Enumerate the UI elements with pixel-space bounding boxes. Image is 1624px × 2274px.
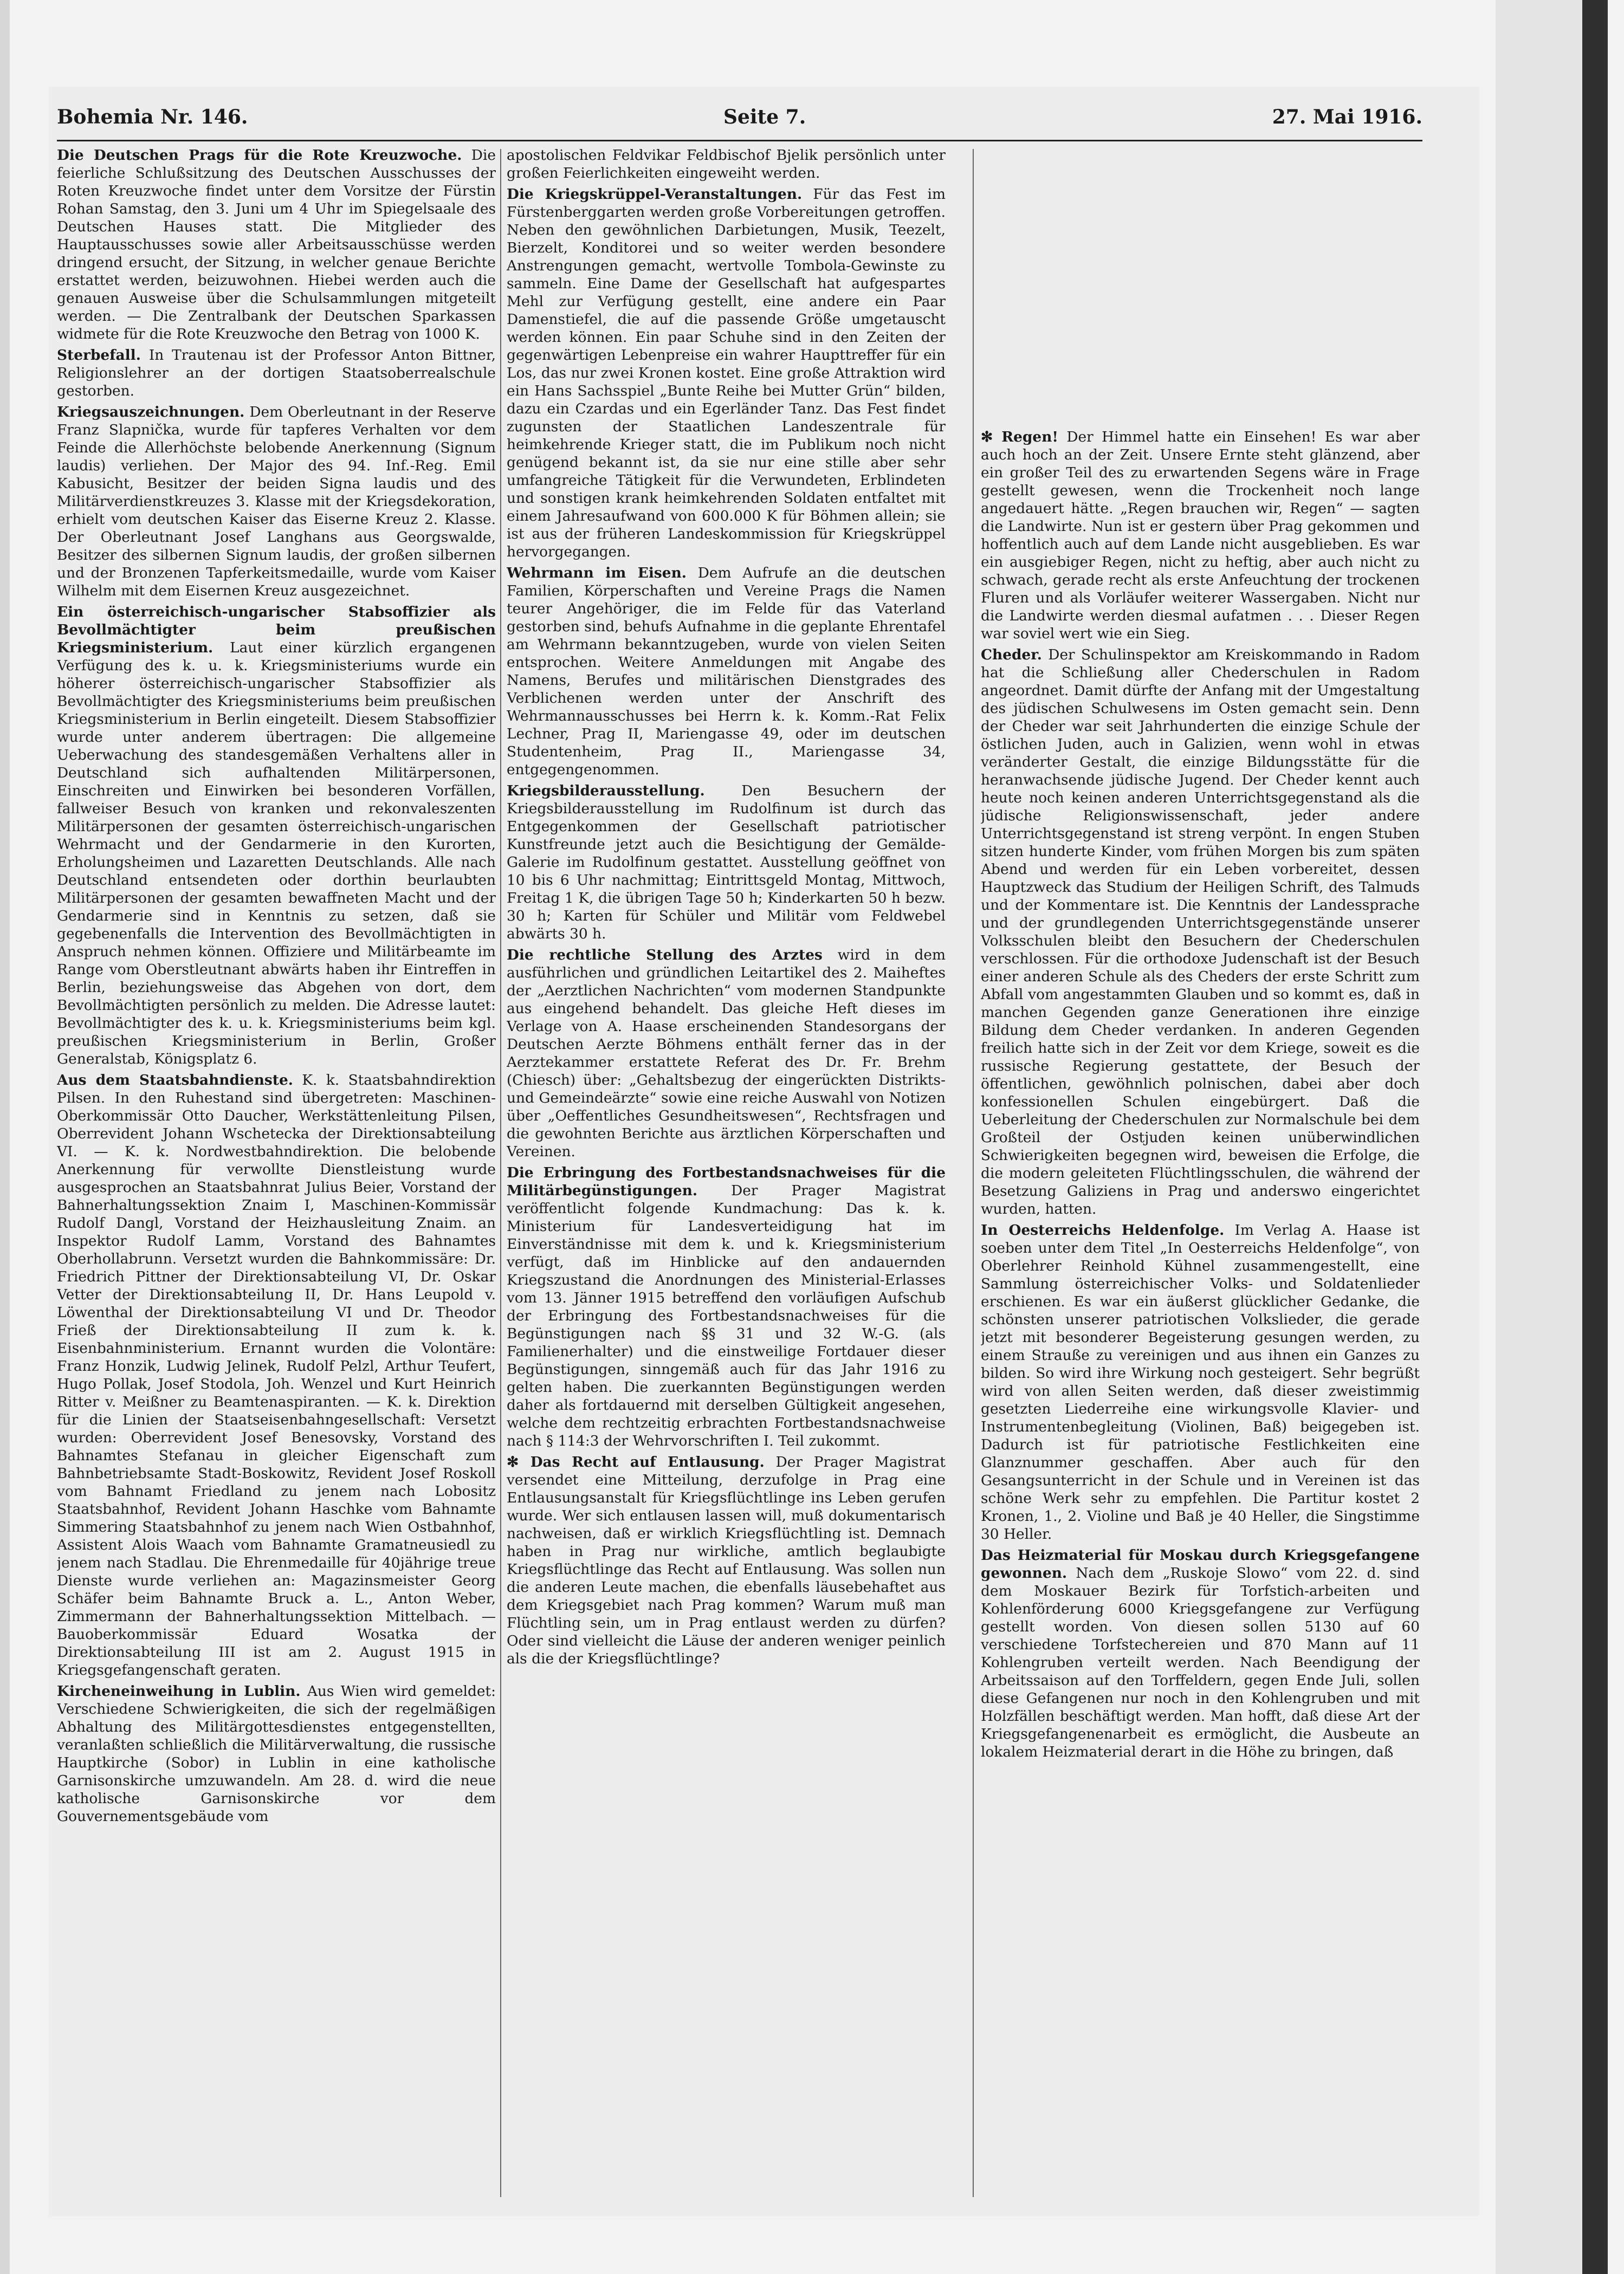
article xyxy=(507,1453,946,1668)
article-headline: ✻ Regen! xyxy=(981,429,1058,445)
article-headline: Kriegsauszeichnungen. xyxy=(57,404,245,420)
article-headline: Das Heizmaterial für Moskau durch Kriegsgefangene gewonnen. xyxy=(981,1547,1420,1582)
article-headline: Aus dem Staatsbahndienste. xyxy=(57,1072,293,1089)
article-text: Aus Wien wird gemeldet: Verschiedene Schwierigkeiten, die sich der regelmäßigen Abhaltung des Militärgottesdienstes entgegenstellten, veranlaßten schließlich die Militärverwaltung, die russische Hauptkirche (Sobor) in Lublin in eine katholische Garnisonskirche umzuwandeln. Am 28. d. wird die neue katholische Garnisonskirche vor dem Gouvernementsgebäude vom xyxy=(57,1683,496,1825)
article xyxy=(507,1164,946,1450)
article xyxy=(57,1682,496,1825)
article xyxy=(507,946,946,1161)
article-text: Dem Oberleutnant in der Reserve Franz Slapnička, wurde für tapferes Verhalten vor dem Feinde die Allerhöchste belobende Anerkennung (Signum laudis) verliehen. Der Major des 94. Inf.-Reg. Emil Kabusicht, Besitzer der beiden Signa laudis und des Militärverdienstkreuzes 3. Klasse mit der Kriegsdekoration, erhielt vom deutschen Kaiser das Eiserne Kreuz 2. Klasse. Der Oberleutnant Josef Langhans aus Georgswalde, Besitzer des silbernen Signum laudis, der großen silbernen und der Bronzenen Tapferkeitsmedaille, wurde vom Kaiser Wilhelm mit dem Eisernen Kreuz ausgezeichnet. xyxy=(57,404,496,599)
scan-edge-right xyxy=(1582,0,1608,2274)
article xyxy=(507,185,946,561)
header-date: 27. Mai 1916. xyxy=(1272,106,1422,128)
article-headline: Cheder. xyxy=(981,646,1042,663)
article-headline: Die rechtliche Stellung des Arztes xyxy=(507,947,823,963)
column-3 xyxy=(981,428,1420,2205)
column-separator xyxy=(973,149,974,2197)
column-1 xyxy=(57,146,496,2200)
article xyxy=(57,603,496,1068)
article-text: Laut einer kürzlich ergangenen Verfügung des k. u. k. Kriegsministeriums wurde ein höherer österreichisch-ungarischer Stabsoffizier als Bevollmächtigter des Kriegsministeriums beim preußischen Kriegsministerium in Berlin eingeteilt. Diesem Stabsoffizier wurde unter anderem übertragen: Die allgemeine Ueberwachung des standesgemäßen Verhaltens aller in Deutschland sich aufhaltenden Militärpersonen, Einschreiten und Einwirken bei besonderen Vorfällen, fallweiser Besuch von kranken und rekonvaleszenten Militärpersonen der gesamten österreichisch-ungarischen Wehrmacht und der Gendarmerie in den Kurorten, Erholungsheimen und Lazaretten Deutschlands. Alle nach Deutschland entsendeten oder dorthin beurlaubten Militärpersonen der gesamten bewaffneten Macht und der Gendarmerie sind in Kenntnis zu setzen, daß sie gegebenenfalls die Intervention des Bevollmächtigten in Anspruch nehmen können. Offiziere und Militärbeamte im Range vom Oberstleutnant abwärts haben ihr Eintreffen in Berlin, beziehungsweise das Abgehen von dort, dem Bevollmächtigten persönlich zu melden. Die Adresse lautet: Bevollmächtigter des k. u. k. Kriegsministeriums beim kgl. preußischen Kriegsministerium in Berlin, Großer Generalstab, Königsplatz 6. xyxy=(57,639,496,1067)
article-headline: In Oesterreichs Heldenfolge. xyxy=(981,1222,1225,1239)
article-text: Für das Fest im Fürstenberggarten werden große Vorbereitungen getroffen. Neben den gewöhnlichen Darbietungen, Musik, Teezelt, Bierzelt, Konditorei und so weiter werden besondere Anstrengungen gemacht, wertvolle Tombola-Gewinste zu sammeln. Eine Dame der Gesellschaft hat aufgespartes Mehl zur Verfügung gestellt, eine andere ein Paar Damenstiefel, die auf die passende Größe umgetauscht werden können. Ein paar Schuhe sind in den Zeiten der gegenwärtigen Lebenpreise ein wahrer Haupttreffer für ein Los, das nur zwei Kronen kostet. Eine große Attraktion wird ein Hans Sachsspiel „Bunte Reihe bei Mutter Grün“ bilden, dazu ein Czardas und ein Egerländer Tanz. Das Fest findet zugunsten der Staatlichen Landeszentrale für heimkehrende Krieger statt, die im Publikum noch nicht genügend bekannt ist, da sie nur eine stille aber sehr umfangreiche Tätigkeit für die Verwundeten, Erblindeten und sonstigen krank heimkehrenden Soldaten entfaltet mit einem Jahresaufwand von 600.000 K für Böhmen allein; sie ist aus der früheren Landeskommission für Kriegskrüppel hervorgegangen. xyxy=(507,186,946,560)
article-headline: Sterbefall. xyxy=(57,347,141,364)
article-headline: Wehrmann im Eisen. xyxy=(507,565,687,581)
article xyxy=(507,564,946,779)
article xyxy=(507,146,946,182)
article-text: apostolischen Feldvikar Feldbischof Bjelik persönlich unter großen Feierlichkeiten eingeweiht werden. xyxy=(507,147,946,182)
article xyxy=(57,1071,496,1679)
article-headline: Ein österreichisch-ungarischer Stabsoffizier als Bevollmächtigter beim preußischen Kriegsministerium. xyxy=(57,604,496,656)
article-text: Der Himmel hatte ein Einsehen! Es war aber auch hoch an der Zeit. Unsere Ernte steht glänzend, aber ein großer Teil des zu erwartenden Segens wäre in Frage gestellt gewesen, wenn die Trockenheit noch lange angedauert hätte. „Regen brauchen wir, Regen“ — sagten die Landwirte. Nun ist er gestern über Prag gekommen und hoffentlich auch auf dem Lande nicht ausgeblieben. Es war ein ausgiebiger Regen, nicht zu heftig, aber auch nicht zu schwach, gerade recht als erste Anfeuchtung der trockenen Fluren und als Vorläufer weiterer Wassergaben. Nicht nur die Landwirte werden diesmal aufatmen . . . Dieser Regen war soviel wert wie ein Sieg. xyxy=(981,429,1420,642)
article xyxy=(57,146,496,343)
article-text: Der Prager Magistrat versendet eine Mitteilung, derzufolge in Prag eine Entlausungsanstalt für Kriegsflüchtlinge ins Leben gerufen wurde. Wer sich entlausen lassen will, muß dokumentarisch nachweisen, daß er wirklich Kriegsflüchtling ist. Demnach haben in Prag nur wirkliche, amtlich beglaubigte Kriegsflüchtlinge das Recht auf Entlausung. Was sollen nun die anderen Leute machen, die ebenfalls läusebehaftet aus dem Kriegsgebiet nach Prag kommen? Warum muß man Flüchtling sein, um in Prag entlaust werden zu dürfen? Oder sind vielleicht die Läuse der anderen weniger peinlich als die der Kriegsflüchtlinge? xyxy=(507,1454,946,1667)
scan-edge-left xyxy=(0,0,10,2274)
article xyxy=(981,1546,1420,1761)
page-header xyxy=(57,106,1422,138)
header-issue: Bohemia Nr. 146. xyxy=(57,106,248,128)
article-headline: Die Deutschen Prags für die Rote Kreuzwoche. xyxy=(57,147,462,164)
article-headline: Die Erbringung des Fortbestandsnachweises für die Militärbegünstigungen. xyxy=(507,1164,946,1199)
header-page-number: Seite 7. xyxy=(723,106,806,128)
article xyxy=(981,646,1420,1218)
article xyxy=(57,346,496,400)
column-2 xyxy=(507,146,946,2200)
article-text: Im Verlag A. Haase ist soeben unter dem Titel „In Oesterreichs Heldenfolge“, von Oberlehrer Reinhold Kühnel zusammengestellt, eine Sammlung österreichischer Volks- und Soldatenlieder erschienen. Es war ein äußerst glücklicher Gedanke, die schönsten unserer patriotischen Volkslieder, die gerade jetzt mit besonderer Begeisterung gesungen werden, zu einem Strauße zu vereinigen und aus ihnen ein Ganzes zu bilden. So wird ihre Wirkung noch gesteigert. Sehr begrüßt wird von allen Seiten werden, daß dieser zweistimmig gesetzten Liederreihe eine wirkungsvolle Klavier- und Instrumentenbegleitung (Violinen, Baß) beigegeben ist. Dadurch ist für patriotische Festlichkeiten eine Glanznummer geschaffen. Aber auch für den Gesangsunterricht in der Schule und in Vereinen ist das schöne Werk sehr zu empfehlen. Die Partitur kostet 2 Kronen, 1., 2. Violine und Baß je 40 Heller, die Singstimme 30 Heller. xyxy=(981,1222,1420,1543)
header-rule xyxy=(57,140,1422,141)
article-text: Die feierliche Schlußsitzung des Deutschen Ausschusses der Roten Kreuzwoche findet unter dem Vorsitze der Fürstin Rohan Samstag, den 3. Juni um 4 Uhr im Spiegelsaale des Deutschen Hauses statt. Die Mitglieder des Hauptausschusses sowie aller Arbeitsausschüsse werden dringend ersucht, der Sitzung, in welcher genaue Berichte erstattet werden, beizuwohnen. Hiebei werden auch die genauen Ausweise über die Schulsammlungen mitgeteilt werden. — Die Zentralbank der Deutschen Sparkassen widmete für die Rote Kreuzwoche den Betrag von 1000 K. xyxy=(57,147,496,342)
article xyxy=(981,428,1420,643)
article xyxy=(57,403,496,600)
article-text: Der Schulinspektor am Kreiskommando in Radom hat die Schließung aller Chederschulen in Radom angeordnet. Damit dürfte der Anfang mit der Umgestaltung des jüdischen Schulwesens im Osten gemacht sein. Denn der Cheder war seit Jahrhunderten die einzige Schule der östlichen Juden, auch in Galizien, wenn wohl in etwas veränderter Gestalt, die einzige Bildungsstätte für die heranwachsende jüdische Jugend. Der Cheder kennt auch heute noch keinen anderen Unterrichtsgegenstand als die jüdische Religionswissenschaft, jeder andere Unterrichtsgegenstand ist streng verpönt. In engen Stuben sitzen hunderte Kinder, vom frühen Morgen bis zum späten Abend und werden für ein Leben vorbereitet, dessen Hauptzweck das Studium der Heiligen Schrift, des Talmuds und der Kommentare ist. Die Kenntnis der Landessprache und der grundlegenden Unterrichtsgegenstände unserer Volksschulen bleibt den Besuchern der Chederschulen verschlossen. Für die orthodoxe Judenschaft ist der Besuch einer anderen Schule als des Cheders der erste Schritt zum Abfall vom angestammten Glauben und so kommt es, daß in manchen Gegenden ganze Generationen ihre einzige Bildung dem Cheder verdanken. In anderen Gegenden freilich hatte sich in der Zeit vor dem Kriege, soweit es die russische Regierung gestattete, der Besuch der öffentlichen, gewöhnlich polnischen, dabei aber doch konfessionellen Schulen eingebürgert. Daß die Ueberleitung der Chederschulen zur Normalschule bei dem Großteil der Ostjuden keinen unüberwindlichen Schwierigkeiten begegnen wird, beweisen die Erfolge, die die modern geleiteten Flüchtlingsschulen, die während der Besetzung Galiziens in Prag und anderswo eingerichtet wurden, hatten. xyxy=(981,646,1420,1217)
article-text: K. k. Staatsbahndirektion Pilsen. In den Ruhestand sind übergetreten: Maschinen-Oberkommissär Otto Daucher, Werkstättenleitung Pilsen, Oberrevident Johann Wschetecka der Direktionsabteilung VI. — K. k. Nordwestbahndirektion. Die belobende Anerkennung für verwollte Dienstleistung wurde ausgesprochen an Staatsbahnrat Julius Beier, Vorstand der Bahnerhaltungssektion Znaim I, Maschinen-Kommissär Rudolf Dangl, Vorstand der Heizhausleitung Znaim. an Inspektor Rudolf Lamm, Vorstand des Bahnamtes Oberhollabrunn. Versetzt wurden die Bahnkommissäre: Dr. Friedrich Pittner der Direktionsabteilung VI, Dr. Oskar Vetter der Direktionsabteilung II, Dr. Hans Leupold v. Löwenthal der Direktionsabteilung VI und Dr. Theodor Frieß der Direktionsabteilung II zum k. k. Eisenbahnministerium. Ernannt wurden die Volontäre: Franz Honzik, Ludwig Jelinek, Rudolf Pelzl, Arthur Teufert, Hugo Pollak, Josef Stodola, Joh. Wenzel und Kurt Heinrich Ritter v. Meißner zu Beamtenaspiranten. — K. k. Direktion für die Linien der Staatseisenbahngesellschaft: Versetzt wurden: Oberrevident Josef Benesovsky, Vorstand des Bahnamtes Stefanau in gleicher Eigenschaft zum Bahnbetriebsamte Stadt-Boskowitz, Revident Josef Roskoll vom Bahnamt Friedland zu jenem nach Lobositz Staatsbahnhof, Revident Johann Haschke vom Bahnamte Simmering Staatsbahnhof zu jenem nach Wien Ostbahnhof, Assistent Alois Waach vom Bahnamte Gramatneusiedl zu jenem nach Stadlau. Die Ehrenmedaille für 40jährige treue Dienste wurde verliehen an: Magazinsmeister Georg Schäfer beim Bahnamte Bruck a. L., Anton Weber, Zimmermann der Bahnerhaltungssektion Mittelbach. — Bauoberkommissär Eduard Wosatka der Direktionsabteilung III ist am 2. August 1915 in Kriegsgefangenschaft geraten. xyxy=(57,1072,496,1679)
article-text: Den Besuchern der Kriegsbilderausstellung im Rudolfinum ist durch das Entgegenkommen der Gesellschaft patriotischer Kunstfreunde jetzt auch die Besichtigung der Gemälde-Galerie im Rudolfinum gestattet. Ausstellung geöffnet von 10 bis 6 Uhr nachmittag; Eintrittsgeld Montag, Mittwoch, Freitag 1 K, die übrigen Tage 50 h; Kinderkarten 50 h bezw. 30 h; Karten für Schüler und Militär vom Feldwebel abwärts 30 h. xyxy=(507,782,946,942)
article-headline: Die Kriegskrüppel-Veranstaltungen. xyxy=(507,186,803,203)
article-headline: ✻ Das Recht auf Entlausung. xyxy=(507,1454,765,1470)
article-text: Der Prager Magistrat veröffentlicht folgende Kundmachung: Das k. k. Ministerium für Landesverteidigung hat im Einverständnisse mit dem k. und k. Kriegsministerium verfügt, daß im Hinblicke auf den andauernden Kriegszustand die Anordnungen des Ministerial-Erlasses vom 13. Jänner 1915 betreffend den vorläufigen Aufschub der Erbringung des Fortbestandsnachweises für die Begünstigungen nach §§ 31 und 32 W.-G. (als Familienerhalter) und die einstweilige Fortdauer dieser Begünstigungen, sinngemäß auch für das Jahr 1916 zu gelten haben. Die zuerkannten Begünstigungen werden daher als fortdauernd mit derselben Gültigkeit angesehen, welche dem rechtzeitig erbrachten Fortbestandsnachweise nach § 114:3 der Wehrvorschriften I. Teil zukommt. xyxy=(507,1182,946,1449)
article-text: In Trautenau ist der Professor Anton Bittner, Religionslehrer an der dortigen Staatsoberrealschule gestorben. xyxy=(57,347,496,399)
article-text: Nach dem „Ruskoje Slowo“ vom 22. d. sind dem Moskauer Bezirk für Torfstich-arbeiten und Kohlenförderung 6000 Kriegsgefangene zur Verfügung gestellt worden. Von diesen sollen 5130 auf 60 verschiedene Torfstechereien und 870 Mann auf 11 Kohlengruben verteilt werden. Nach Beendigung der Arbeitssaison auf den Torffeldern, gegen Ende Juli, sollen diese Gefangenen nur noch in den Kohlengruben und mit Holzfällen beschäftigt werden. Man hofft, daß diese Art der Kriegsgefangenenarbeit es ermöglicht, die Ausbeute an lokalem Heizmaterial derart in die Höhe zu bringen, daß xyxy=(981,1565,1420,1760)
column-separator xyxy=(500,149,501,2197)
scan-margin-right xyxy=(1496,0,1582,2274)
blank-area xyxy=(981,149,1420,420)
article xyxy=(507,782,946,943)
article-text: wird in dem ausführlichen und gründlichen Leitartikel des 2. Maiheftes der „Aerztlichen Nachrichten“ vom modernen Standpunkte aus eingehend behandelt. Das gleiche Heft dieses im Verlage von A. Haase erscheinenden Standesorgans der Deutschen Aerzte Böhmens enthält ferner das in der Aerztekammer erstattete Referat des Dr. Fr. Brehm (Chiesch) über: „Gehaltsbezug der eingerückten Distrikts- und Gemeindeärzte“ sowie eine reiche Auswahl von Notizen über „Oeffentliches Gesundheitswesen“, Rechtsfragen und die gewohnten Berichte aus ärztlichen Körperschaften und Vereinen. xyxy=(507,947,946,1160)
article-text: Dem Aufrufe an die deutschen Familien, Körperschaften und Vereine Prags die Namen teurer Angehöriger, die im Felde für das Vaterland gestorben sind, behufs Aufnahme in die geplante Ehrentafel am Wehrmann bekanntzugeben, wurde von vielen Seiten entsprochen. Weitere Anmeldungen mit Angabe des Namens, Berufes und militärischen Dienstgrades des Verblichenen werden unter der Anschrift des Wehrmannausschusses bei Herrn k. k. Komm.-Rat Felix Lechner, Prag II, Mariengasse 49, oder im deutschen Studentenheim, Prag II., Mariengasse 34, entgegengenommen. xyxy=(507,565,946,778)
article-headline: Kriegsbilderausstellung. xyxy=(507,782,705,799)
article-headline: Kircheneinweihung in Lublin. xyxy=(57,1683,301,1700)
article xyxy=(981,1221,1420,1543)
